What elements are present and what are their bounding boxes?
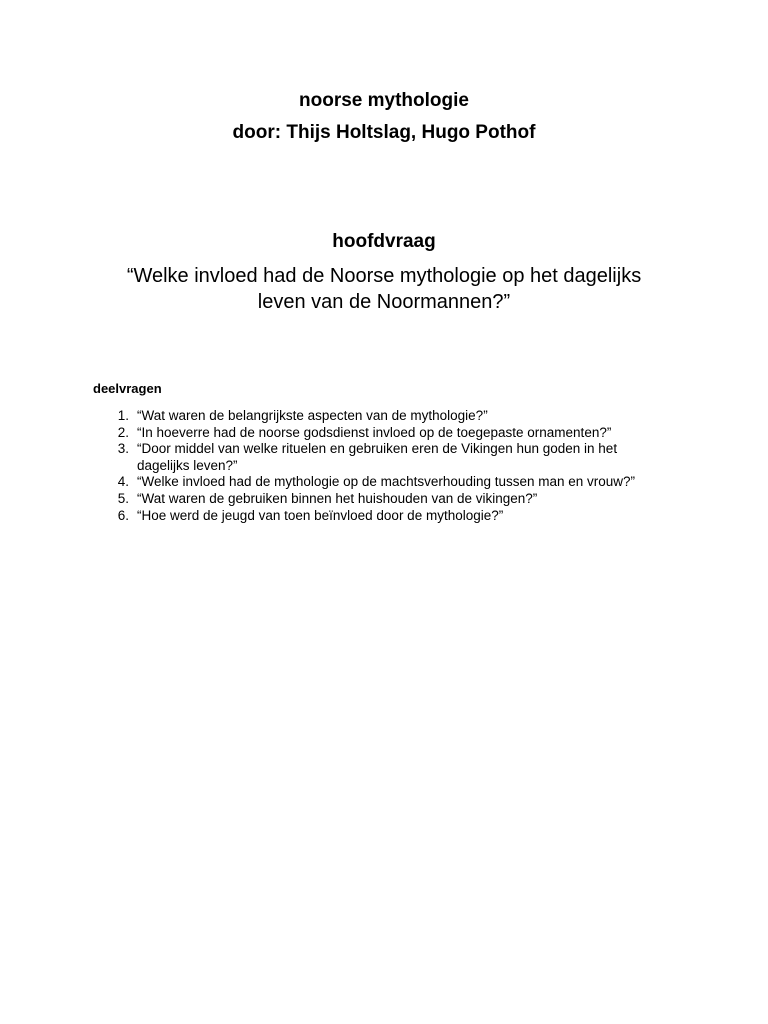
main-question-heading: hoofdvraag [332,231,436,252]
list-item-text: “In hoeverre had de noorse godsdienst invloed op de toegepaste ornamenten?” [137,424,612,440]
list-item-text: “Wat waren de gebruiken binnen het huishouden van de vikingen?” [137,490,538,506]
title-block [0,88,768,146]
list-item [93,441,693,474]
list-item-text: “Wat waren de belangrijkste aspecten van de mythologie?” [137,408,488,423]
list-item-number: 1. [117,408,129,423]
document-authors: door: Thijs Holtslag, Hugo Pothof [232,122,536,143]
list-item-number: 5. [117,490,129,506]
list-item-number: 4. [117,474,129,490]
list-item [93,408,693,425]
sub-questions-list [93,408,693,524]
list-item [93,425,693,442]
list-item [93,508,693,525]
list-item-text: “Door middel van welke rituelen en gebruiken eren de Vikingen hun goden in het dagelijks leven?” [137,441,618,473]
list-item-text: “Welke invloed had de mythologie op de machtsverhouding tussen man en vrouw?” [137,474,636,490]
list-item-number: 6. [117,507,129,523]
document-title: noorse mythologie [299,90,469,111]
list-item-text: “Hoe werd de jeugd van toen beïnvloed door de mythologie?” [137,507,504,523]
sub-questions-heading: deelvragen [93,381,162,396]
sub-questions-section [93,380,693,524]
list-item-number: 3. [117,441,129,457]
list-item-number: 2. [117,424,129,440]
list-item [93,491,693,508]
list-item [93,474,693,491]
main-question-text: “Welke invloed had de Noorse mythologie op het dagelijks leven van de Noormannen?” [126,265,642,313]
main-question-section [0,229,768,315]
